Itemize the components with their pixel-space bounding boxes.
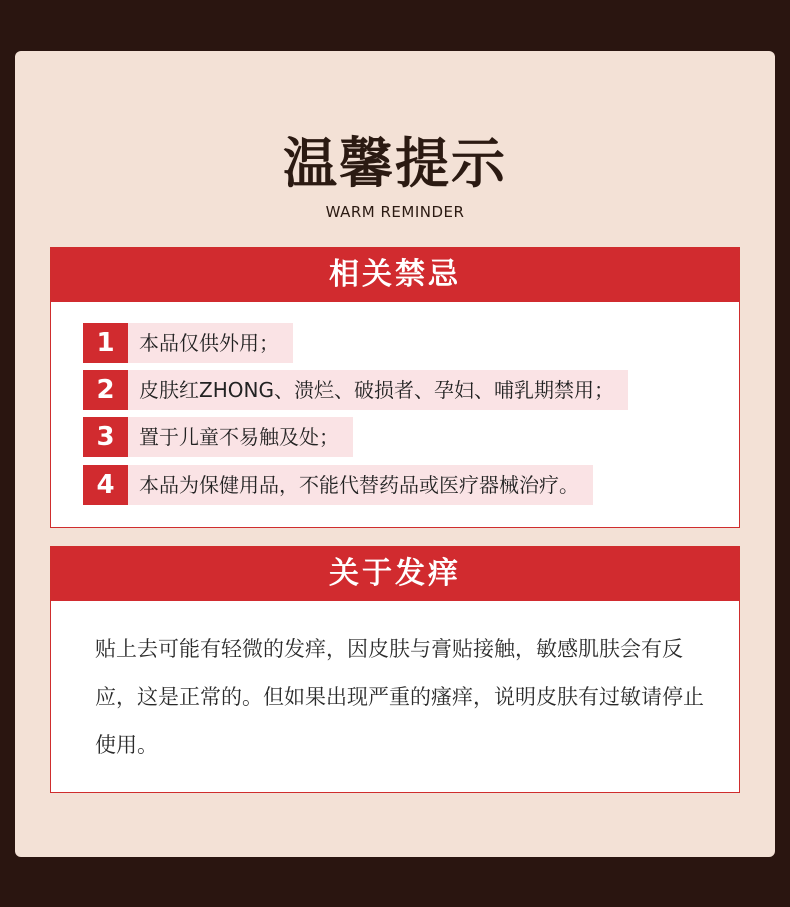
- list-item: [83, 465, 593, 505]
- item-number: 4: [83, 465, 128, 505]
- list-item: [83, 323, 293, 363]
- item-number: 3: [83, 417, 128, 457]
- item-number: 1: [83, 323, 128, 363]
- list-item: [83, 417, 353, 457]
- item-number: 2: [83, 370, 128, 410]
- contraindications-header: 相关禁忌: [51, 248, 739, 302]
- list-item: [83, 370, 628, 410]
- itching-paragraph: 贴上去可能有轻微的发痒，因皮肤与膏贴接触，敏感肌肤会有反应，这是正常的。但如果出现严重的瘙痒，说明皮肤有过敏请停止使用。: [95, 637, 704, 757]
- itching-section: [50, 546, 740, 793]
- item-text: 本品为保健用品，不能代替药品或医疗器械治疗。: [128, 465, 593, 505]
- page-title: 温馨提示: [283, 132, 507, 195]
- contraindications-section: [50, 247, 740, 528]
- item-text: 本品仅供外用；: [128, 323, 293, 363]
- item-text: 置于儿童不易触及处；: [128, 417, 353, 457]
- page-subtitle: WARM REMINDER: [325, 203, 465, 221]
- item-text: 皮肤红ZHONG、溃烂、破损者、孕妇、哺乳期禁用；: [128, 370, 628, 410]
- itching-header: 关于发痒: [51, 547, 739, 601]
